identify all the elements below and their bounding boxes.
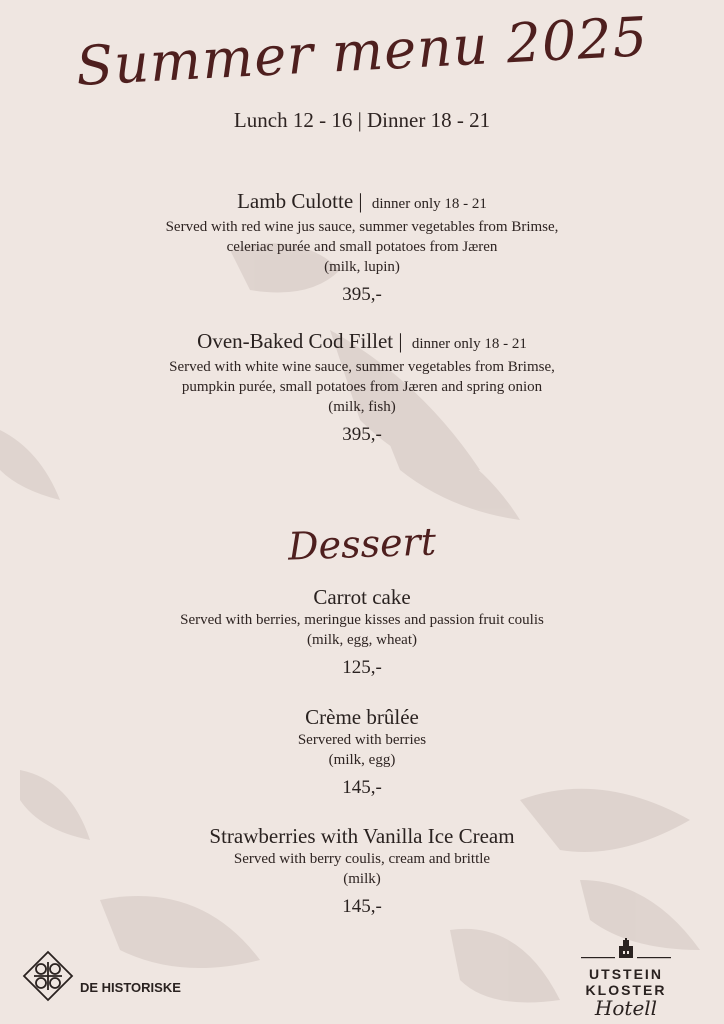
item-description: Servered with berries	[297, 732, 427, 748]
item-description-line-2: pumpkin purée, small potatoes from Jæren and spring onion	[181, 379, 543, 395]
opening-hours: Lunch 12 - 16 | Dinner 18 - 21	[233, 108, 491, 132]
item-name: Crème brûlée	[305, 705, 419, 729]
item-note: dinner only 18 - 21	[371, 196, 487, 212]
right-logo-brand: UTSTEIN KLOSTER	[585, 966, 667, 998]
item-allergens: (milk)	[343, 871, 381, 887]
item-note: dinner only 18 - 21	[411, 336, 527, 352]
item-name: Strawberries with Vanilla Ice Cream	[209, 824, 515, 848]
item-description-line-2: celeriac purée and small potatoes from Jæren	[226, 239, 498, 255]
dessert-heading: Dessert	[287, 519, 437, 569]
item-description: Served with berries, meringue kisses and passion fruit coulis	[180, 612, 544, 628]
item-name: Carrot cake	[313, 585, 411, 609]
item-description: Served with berry coulis, cream and brittle	[233, 851, 491, 867]
item-allergens: (milk, fish)	[328, 399, 396, 415]
menu-item-cod-fillet	[0, 328, 724, 447]
item-price: 395,-	[342, 424, 382, 445]
menu-title: Summer menu 2025	[74, 5, 650, 98]
de-historiske-logo	[22, 950, 181, 1002]
item-price: 145,-	[342, 896, 382, 917]
cloister-tower-icon	[581, 938, 671, 960]
item-price: 125,-	[342, 657, 382, 678]
item-description-line-1: Served with white wine sauce, summer vegetables from Brimse,	[169, 359, 555, 375]
item-name: Oven-Baked Cod Fillet |	[197, 329, 403, 353]
menu-item-lamb-culotte	[0, 188, 724, 307]
item-allergens: (milk, egg, wheat)	[307, 632, 417, 648]
item-price: 145,-	[342, 777, 382, 798]
utstein-kloster-logo	[546, 938, 706, 1020]
item-allergens: (milk, egg)	[328, 752, 396, 768]
dessert-item-carrot-cake	[0, 584, 724, 680]
item-price: 395,-	[342, 284, 382, 305]
item-description-line-1: Served with red wine jus sauce, summer vegetables from Brimse,	[165, 219, 559, 235]
ornament-icon	[22, 950, 74, 1002]
item-allergens: (milk, lupin)	[324, 259, 400, 275]
right-logo-sub: Hotell	[594, 996, 658, 1020]
dessert-item-creme-brulee	[0, 704, 724, 800]
left-logo-text: DE HISTORISKE	[80, 979, 181, 995]
dessert-item-strawberries	[0, 823, 724, 919]
item-name: Lamb Culotte |	[237, 189, 363, 213]
